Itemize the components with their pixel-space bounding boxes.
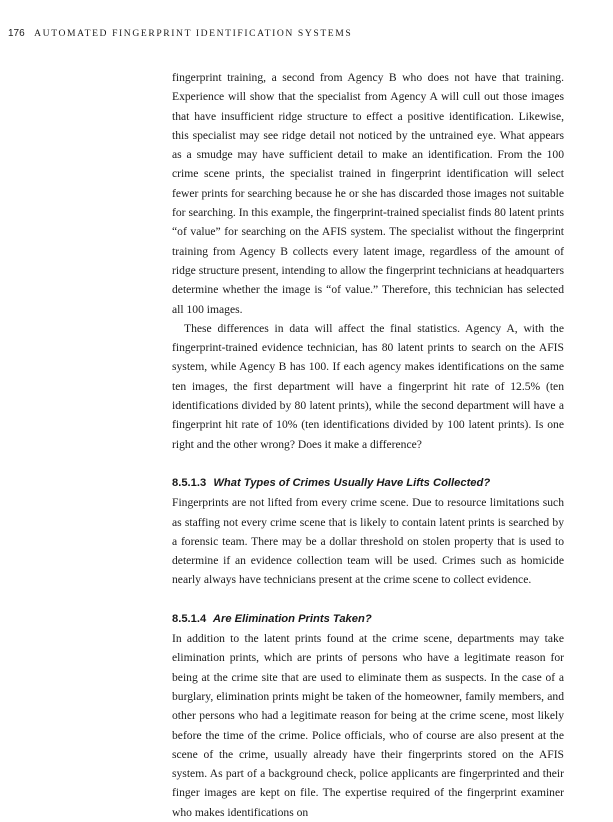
page-number: 176 <box>8 28 25 39</box>
section-heading <box>172 474 564 493</box>
running-head <box>8 28 352 39</box>
page-body <box>172 68 564 822</box>
section-number: 8.5.1.3 <box>172 476 207 489</box>
section-gap <box>172 454 564 474</box>
paragraph: In addition to the latent prints found at the crime scene, departments may take elimination prints, which are prints of persons who have a legitimate reason for being at the crime site that are used to eliminate them as suspects. In the case of a burglary, elimination prints might be taken of the homeowner, family members, and other persons who had a legitimate reason for being at the crime scene, most likely before the time of the crime. Police officials, who of course are also present at the scene of the crime, usually already have their fingerprints stored on the AFIS system. As part of a background check, police applicants are fingerprinted and their finger images are kept on file. The expertise required of the fingerprint examiner who makes identifications on <box>172 632 564 819</box>
paragraph: fingerprint training, a second from Agency B who does not have that training. Experience will show that the specialist from Agency A will cull out those images that have insufficient ridge structure to effect a positive identification. Likewise, this specialist may see ridge detail not noticed by the untrained eye. What appears as a smudge may have sufficient detail to make an identification. From the 100 crime scene prints, the specialist trained in fingerprint identification will select fewer prints for searching because he or she has discarded those images not suitable for searching. In this example, the fingerprint-trained specialist finds 80 latent prints “of value” for searching on the AFIS system. The specialist without the fingerprint training from Agency B collects every latent image, regardless of the amount of ridge structure present, intending to allow the fingerprint technicians at headquarters determine whether the image is “of value.” Therefore, this technician has selected all 100 images. <box>172 71 564 316</box>
section-title: What Types of Crimes Usually Have Lifts Collected? <box>213 476 491 489</box>
section-gap <box>172 590 564 610</box>
paragraph: Fingerprints are not lifted from every crime scene. Due to resource limitations such as staffing not every crime scene that is likely to contain latent prints is searched by a forensic team. There may be a dollar threshold on stolen property that is used to determine if an evidence collection team will be used. Crimes such as homicide nearly always have technicians present at the crime scene to collect evidence. <box>172 496 564 587</box>
section-title: Are Elimination Prints Taken? <box>212 612 372 625</box>
paragraph: These differences in data will affect the final statistics. Agency A, with the fingerprint-trained evidence technician, has 80 latent prints to search on the AFIS system, while Agency B has 100. If each agency makes identifications on the same ten images, the first department will have a fingerprint hit rate of 12.5% (ten identifications divided by 80 latent prints), while the second department will have a fingerprint hit rate of 10% (ten identifications divided by 100 latent prints). Is one right and the other wrong? Does it make a difference? <box>172 321 564 451</box>
section-heading <box>172 610 564 629</box>
running-title: AUTOMATED FINGERPRINT IDENTIFICATION SYSTEMS <box>34 28 353 39</box>
section-number: 8.5.1.4 <box>172 612 207 625</box>
